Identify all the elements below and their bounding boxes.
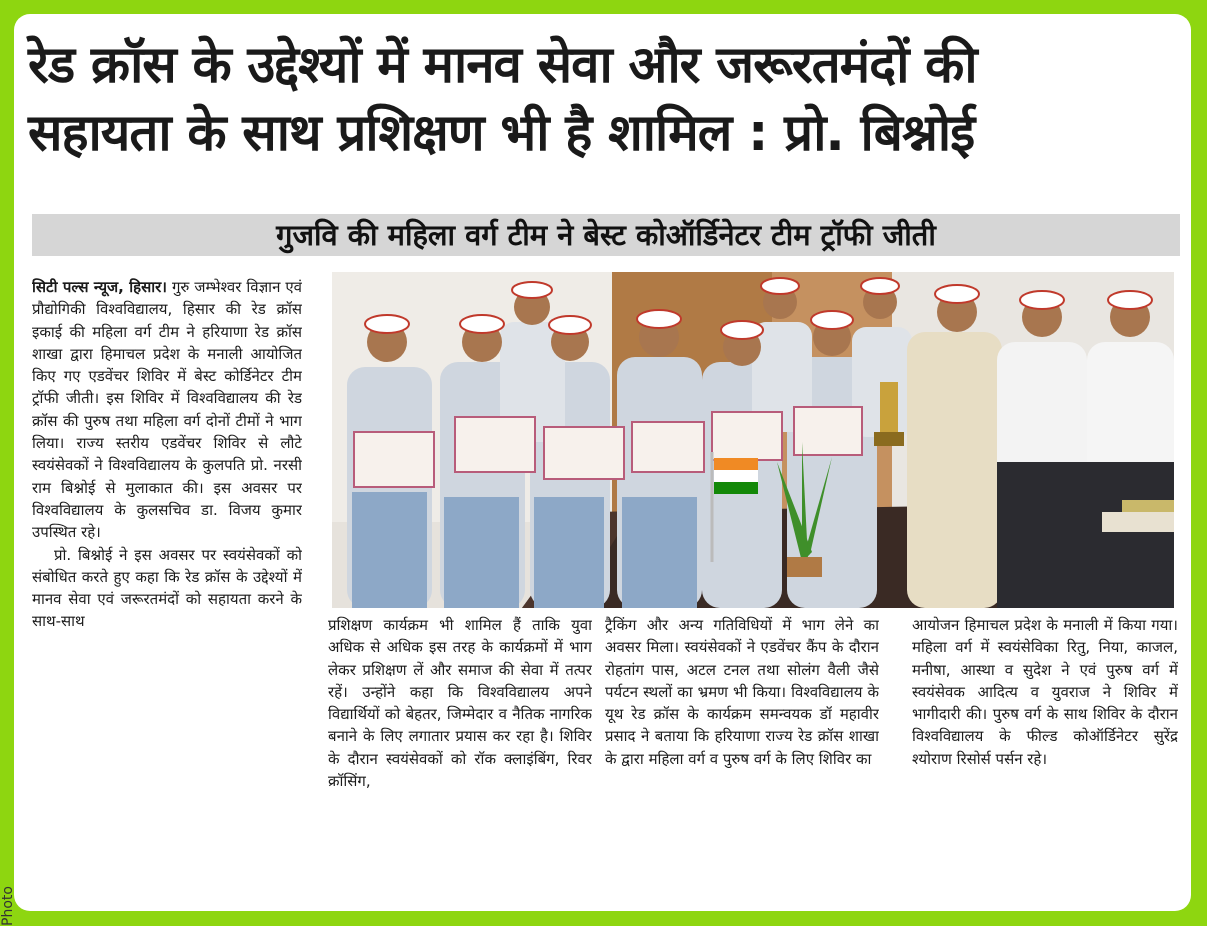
subheadline-bar bbox=[32, 214, 1180, 256]
article-column-1 bbox=[32, 276, 302, 906]
dateline: सिटी पल्स न्यूज, हिसार। bbox=[32, 278, 167, 296]
article-paragraph-2: प्रो. बिश्नोई ने इस अवसर पर स्वयंसेवकों को संबोधित करते हुए कहा कि रेड क्रॉस के उद्देश्यों में मानव सेवा एवं जरूरतमंदों को सहायता करने के साथ-साथ bbox=[32, 545, 302, 631]
headline bbox=[28, 32, 1178, 168]
article-column-3: ट्रैकिंग और अन्य गतिविधियों में भाग लेने का अवसर मिला। स्वयंसेवकों ने एडवेंचर कैंप के दौरान रोहतांग पास, अटल टनल तथा सोलंग वैली जैसे पर्यटन स्थलों का भ्रमण भी किया। विश्वविद्यालय के यूथ रेड क्रॉस के कार्यक्रम समन्वयक डॉ महावीर प्रसाद ने बताया कि हरियाणा राज्य रेड क्रॉस शाखा के द्वारा महिला वर्ग व पुरुष वर्ग के लिए शिविर का bbox=[605, 616, 879, 768]
article-column-2: प्रशिक्षण कार्यक्रम भी शामिल हैं ताकि युवा अधिक से अधिक इस तरह के कार्यक्रमों में भाग लेकर प्रशिक्षण लें और समाज की सेवा में तत्पर रहें। उन्होंने कहा कि विश्वविद्यालय अपने विद्यार्थियों को बेहतर, जिम्मेदार व नैतिक नागरिक बनाने के लिए लगातार प्रयास कर रहा है। शिविर के दौरान स्वयंसेवकों को रॉक क्लाइंबिंग, रिवर क्रॉसिंग, bbox=[328, 616, 592, 791]
news-photo bbox=[332, 272, 1174, 608]
side-caption: Photo bbox=[0, 886, 16, 926]
group-photo-illustration bbox=[332, 272, 1174, 608]
article-column-4: आयोजन हिमाचल प्रदेश के मनाली में किया गया। महिला वर्ग में स्वयंसेविका रितु, निया, काजल, मनीषा, आस्था व सुदेश ने एवं पुरुष वर्ग में स्वयंसेवक आदित्य व युवराज ने शिविर में भागीदारी की। पुरुष वर्ग के साथ शिविर के दौरान विश्वविद्यालय के फील्ड कोऑर्डिनेटर सुरेंद्र श्योराण रिसोर्स पर्सन रहे। bbox=[912, 616, 1178, 768]
article-paragraph-1 bbox=[32, 276, 302, 544]
newspaper-clipping bbox=[14, 14, 1191, 911]
article-text-col1-p1: गुरु जम्भेश्वर विज्ञान एवं प्रौद्योगिकी विश्वविद्यालय, हिसार की रेड क्रॉस इकाई की महिला वर्ग टीम ने हरियाणा रेड क्रॉस शाखा द्वारा हिमाचल प्रदेश के मनाली आयोजित किए गए एडवेंचर शिविर में बेस्ट कोर्डिनेटर टीम ट्रॉफी जीती। इस शिविर में विश्वविद्यालय की रेड क्रॉस की पुरुष तथा महिला वर्ग दोनों टीमों ने भाग लिया। राज्य स्तरीय एडवेंचर शिविर से लौटे स्वयंसेवकों ने विश्वविद्यालय के कुलपति प्रो. नरसी राम बिश्नोई से मुलाकात की। इस अवसर पर विश्वविद्यालय के कुलसचिव डा. विजय कुमार उपस्थित रहे। bbox=[32, 278, 302, 542]
headline-line-2: सहायता के साथ प्रशिक्षण भी है शामिल : प्रो. बिश्नोई bbox=[28, 104, 975, 163]
headline-line-1: रेड क्रॉस के उद्देश्यों में मानव सेवा और जरूरतमंदों की bbox=[28, 36, 977, 95]
subheadline: गुजवि की महिला वर्ग टीम ने बेस्ट कोऑर्डिनेटर टीम ट्रॉफी जीती bbox=[276, 218, 936, 252]
